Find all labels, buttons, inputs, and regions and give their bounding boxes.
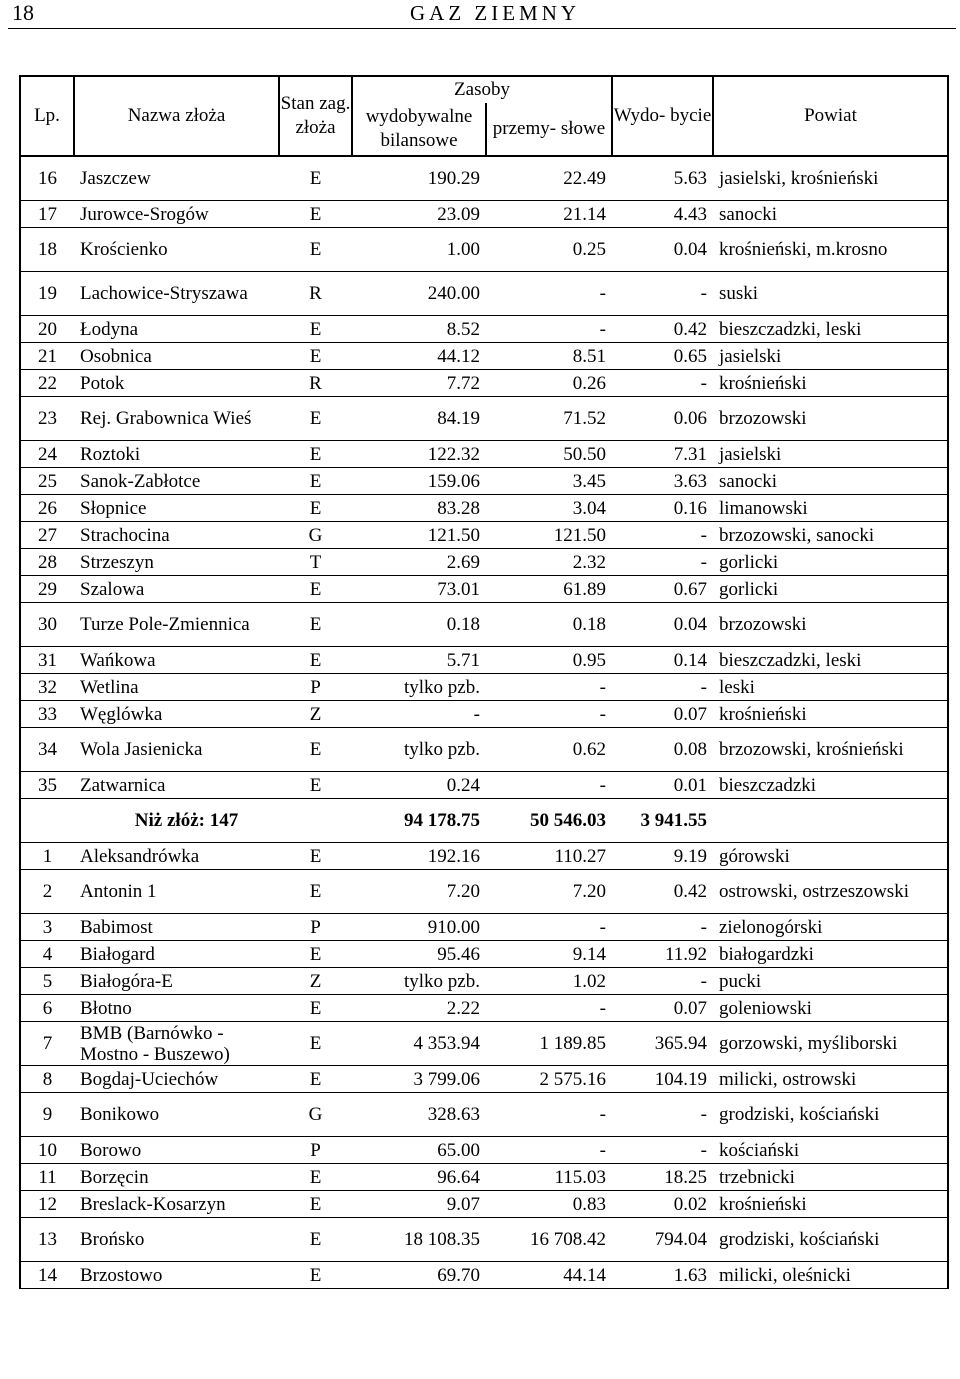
cell-wydobywalne: 192.16 bbox=[352, 843, 486, 870]
cell-stan: E bbox=[279, 843, 352, 870]
cell-stan: E bbox=[279, 201, 352, 228]
table-row bbox=[20, 1022, 948, 1066]
cell-wydobycie: 0.65 bbox=[612, 343, 713, 370]
cell-powiat: brzozowski, sanocki bbox=[713, 522, 948, 549]
cell-przemyslowe: 0.25 bbox=[486, 228, 612, 272]
cell-wydobycie: - bbox=[612, 968, 713, 995]
cell-lp: 25 bbox=[20, 468, 74, 495]
table-row bbox=[20, 941, 948, 968]
table-row bbox=[20, 914, 948, 941]
cell-nazwa: Wola Jasienicka bbox=[74, 728, 279, 772]
cell-wydobycie: - bbox=[612, 1137, 713, 1164]
page-header bbox=[0, 0, 960, 30]
cell-lp: 34 bbox=[20, 728, 74, 772]
table-row bbox=[20, 674, 948, 701]
cell-wydobycie: 0.07 bbox=[612, 701, 713, 728]
cell-przemyslowe: 7.20 bbox=[486, 870, 612, 914]
table-row bbox=[20, 1137, 948, 1164]
cell-wydobycie: 0.08 bbox=[612, 728, 713, 772]
cell-przemyslowe: 50.50 bbox=[486, 441, 612, 468]
cell-stan: E bbox=[279, 870, 352, 914]
cell-lp: 26 bbox=[20, 495, 74, 522]
cell-stan: E bbox=[279, 772, 352, 799]
cell-stan: E bbox=[279, 1066, 352, 1093]
cell-stan: E bbox=[279, 441, 352, 468]
cell-wydobywalne: 2.22 bbox=[352, 995, 486, 1022]
cell-powiat: gorlicki bbox=[713, 549, 948, 576]
cell-przemyslowe: - bbox=[486, 701, 612, 728]
cell-wydobycie: - bbox=[612, 674, 713, 701]
cell-wydobywalne: 96.64 bbox=[352, 1164, 486, 1191]
cell-stan: E bbox=[279, 397, 352, 441]
cell-wydobycie: 11.92 bbox=[612, 941, 713, 968]
header-nazwa: Nazwa złoża bbox=[74, 76, 279, 156]
cell-przemyslowe: 0.95 bbox=[486, 647, 612, 674]
cell-stan: E bbox=[279, 228, 352, 272]
cell-wydobywalne: tylko pzb. bbox=[352, 728, 486, 772]
cell-nazwa: Strachocina bbox=[74, 522, 279, 549]
summary-wydobywalne: 94 178.75 bbox=[352, 799, 486, 843]
cell-przemyslowe: 8.51 bbox=[486, 343, 612, 370]
table-body bbox=[20, 156, 948, 1289]
cell-lp: 27 bbox=[20, 522, 74, 549]
header-wydobywalne: wydobywalne bilansowe bbox=[352, 103, 486, 156]
table-row bbox=[20, 316, 948, 343]
page-number: 18 bbox=[12, 0, 34, 25]
cell-powiat: milicki, oleśnicki bbox=[713, 1262, 948, 1289]
cell-nazwa: Jaszczew bbox=[74, 156, 279, 201]
cell-nazwa: Potok bbox=[74, 370, 279, 397]
cell-przemyslowe: - bbox=[486, 316, 612, 343]
cell-nazwa: Lachowice-Stryszawa bbox=[74, 272, 279, 316]
cell-powiat: jasielski bbox=[713, 343, 948, 370]
cell-wydobycie: - bbox=[612, 370, 713, 397]
cell-nazwa: Wańkowa bbox=[74, 647, 279, 674]
cell-przemyslowe: 16 708.42 bbox=[486, 1218, 612, 1262]
cell-lp: 11 bbox=[20, 1164, 74, 1191]
cell-nazwa: Osobnica bbox=[74, 343, 279, 370]
cell-nazwa: Antonin 1 bbox=[74, 870, 279, 914]
cell-wydobywalne: 8.52 bbox=[352, 316, 486, 343]
table-row bbox=[20, 576, 948, 603]
cell-stan: P bbox=[279, 674, 352, 701]
cell-lp: 14 bbox=[20, 1262, 74, 1289]
cell-powiat: milicki, ostrowski bbox=[713, 1066, 948, 1093]
cell-wydobywalne: 18 108.35 bbox=[352, 1218, 486, 1262]
cell-wydobycie: 1.63 bbox=[612, 1262, 713, 1289]
cell-przemyslowe: 1 189.85 bbox=[486, 1022, 612, 1066]
cell-wydobywalne: 84.19 bbox=[352, 397, 486, 441]
cell-nazwa: Błotno bbox=[74, 995, 279, 1022]
table-row bbox=[20, 870, 948, 914]
cell-stan: E bbox=[279, 728, 352, 772]
cell-wydobywalne: 69.70 bbox=[352, 1262, 486, 1289]
cell-powiat: białogardzki bbox=[713, 941, 948, 968]
cell-wydobycie: 4.43 bbox=[612, 201, 713, 228]
cell-wydobywalne: 0.24 bbox=[352, 772, 486, 799]
cell-wydobywalne: tylko pzb. bbox=[352, 674, 486, 701]
cell-wydobywalne: 4 353.94 bbox=[352, 1022, 486, 1066]
cell-wydobywalne: 73.01 bbox=[352, 576, 486, 603]
cell-stan: E bbox=[279, 343, 352, 370]
cell-przemyslowe: - bbox=[486, 772, 612, 799]
table-row bbox=[20, 843, 948, 870]
cell-lp: 29 bbox=[20, 576, 74, 603]
table-row bbox=[20, 772, 948, 799]
cell-powiat: goleniowski bbox=[713, 995, 948, 1022]
cell-wydobywalne: 9.07 bbox=[352, 1191, 486, 1218]
table-row bbox=[20, 701, 948, 728]
cell-wydobycie: 0.16 bbox=[612, 495, 713, 522]
header-stan: Stan zag. złoża bbox=[279, 76, 352, 156]
cell-przemyslowe: 110.27 bbox=[486, 843, 612, 870]
cell-stan: P bbox=[279, 914, 352, 941]
summary-przemyslowe: 50 546.03 bbox=[486, 799, 612, 843]
cell-wydobywalne: 1.00 bbox=[352, 228, 486, 272]
cell-stan: E bbox=[279, 316, 352, 343]
cell-nazwa: Zatwarnica bbox=[74, 772, 279, 799]
cell-nazwa: Łodyna bbox=[74, 316, 279, 343]
cell-lp: 30 bbox=[20, 603, 74, 647]
cell-wydobycie: 0.07 bbox=[612, 995, 713, 1022]
cell-powiat: ostrowski, ostrzeszowski bbox=[713, 870, 948, 914]
table-row bbox=[20, 228, 948, 272]
table-row bbox=[20, 1262, 948, 1289]
cell-przemyslowe: 2 575.16 bbox=[486, 1066, 612, 1093]
summary-label: Niż złóż: 147 bbox=[20, 799, 352, 843]
cell-powiat: brzozowski, krośnieński bbox=[713, 728, 948, 772]
cell-przemyslowe: - bbox=[486, 914, 612, 941]
cell-nazwa: Bogdaj-Uciechów bbox=[74, 1066, 279, 1093]
table-row bbox=[20, 995, 948, 1022]
summary-wydobycie: 3 941.55 bbox=[612, 799, 713, 843]
cell-nazwa: BMB (Barnówko - Mostno - Buszewo) bbox=[74, 1022, 279, 1066]
cell-wydobywalne: 328.63 bbox=[352, 1093, 486, 1137]
cell-wydobywalne: 240.00 bbox=[352, 272, 486, 316]
cell-wydobycie: 0.42 bbox=[612, 870, 713, 914]
cell-przemyslowe: - bbox=[486, 1093, 612, 1137]
table-row bbox=[20, 603, 948, 647]
cell-wydobycie: 9.19 bbox=[612, 843, 713, 870]
table-row bbox=[20, 156, 948, 201]
cell-przemyslowe: 3.04 bbox=[486, 495, 612, 522]
cell-wydobywalne: 83.28 bbox=[352, 495, 486, 522]
cell-powiat: suski bbox=[713, 272, 948, 316]
cell-wydobywalne: 122.32 bbox=[352, 441, 486, 468]
cell-wydobywalne: 3 799.06 bbox=[352, 1066, 486, 1093]
cell-lp: 28 bbox=[20, 549, 74, 576]
cell-nazwa: Turze Pole-Zmiennica bbox=[74, 603, 279, 647]
cell-stan: E bbox=[279, 1218, 352, 1262]
cell-przemyslowe: 2.32 bbox=[486, 549, 612, 576]
cell-wydobycie: 7.31 bbox=[612, 441, 713, 468]
table-row bbox=[20, 397, 948, 441]
cell-wydobycie: - bbox=[612, 549, 713, 576]
table-row bbox=[20, 549, 948, 576]
cell-powiat: jasielski, krośnieński bbox=[713, 156, 948, 201]
cell-lp: 1 bbox=[20, 843, 74, 870]
cell-wydobywalne: 5.71 bbox=[352, 647, 486, 674]
cell-przemyslowe: 21.14 bbox=[486, 201, 612, 228]
cell-lp: 10 bbox=[20, 1137, 74, 1164]
cell-lp: 18 bbox=[20, 228, 74, 272]
cell-nazwa: Jurowce-Srogów bbox=[74, 201, 279, 228]
cell-wydobycie: 5.63 bbox=[612, 156, 713, 201]
cell-wydobywalne: 910.00 bbox=[352, 914, 486, 941]
cell-lp: 33 bbox=[20, 701, 74, 728]
cell-lp: 5 bbox=[20, 968, 74, 995]
cell-powiat: krośnieński bbox=[713, 1191, 948, 1218]
cell-nazwa: Węglówka bbox=[74, 701, 279, 728]
cell-wydobycie: - bbox=[612, 522, 713, 549]
table-row bbox=[20, 1191, 948, 1218]
table-row bbox=[20, 522, 948, 549]
cell-wydobywalne: 23.09 bbox=[352, 201, 486, 228]
cell-powiat: bieszczadzki bbox=[713, 772, 948, 799]
cell-powiat: leski bbox=[713, 674, 948, 701]
cell-lp: 23 bbox=[20, 397, 74, 441]
cell-wydobycie: 794.04 bbox=[612, 1218, 713, 1262]
cell-lp: 16 bbox=[20, 156, 74, 201]
cell-nazwa: Wetlina bbox=[74, 674, 279, 701]
deposits-table bbox=[19, 75, 949, 1289]
header-przemyslowe: przemy- słowe bbox=[486, 103, 612, 156]
table-row bbox=[20, 343, 948, 370]
cell-przemyslowe: 61.89 bbox=[486, 576, 612, 603]
cell-lp: 21 bbox=[20, 343, 74, 370]
cell-wydobywalne: 121.50 bbox=[352, 522, 486, 549]
cell-nazwa: Breslack-Kosarzyn bbox=[74, 1191, 279, 1218]
cell-wydobywalne: 190.29 bbox=[352, 156, 486, 201]
cell-wydobycie: 0.06 bbox=[612, 397, 713, 441]
cell-stan: R bbox=[279, 272, 352, 316]
header-powiat: Powiat bbox=[713, 76, 948, 156]
table-row bbox=[20, 1164, 948, 1191]
cell-powiat: górowski bbox=[713, 843, 948, 870]
cell-lp: 13 bbox=[20, 1218, 74, 1262]
running-title: GAZ ZIEMNY bbox=[410, 1, 581, 25]
cell-stan: E bbox=[279, 603, 352, 647]
cell-powiat: sanocki bbox=[713, 468, 948, 495]
cell-powiat: trzebnicki bbox=[713, 1164, 948, 1191]
cell-stan: E bbox=[279, 495, 352, 522]
cell-lp: 7 bbox=[20, 1022, 74, 1066]
cell-wydobycie: 3.63 bbox=[612, 468, 713, 495]
cell-wydobycie: 104.19 bbox=[612, 1066, 713, 1093]
cell-nazwa: Sanok-Zabłotce bbox=[74, 468, 279, 495]
cell-przemyslowe: 71.52 bbox=[486, 397, 612, 441]
cell-przemyslowe: 0.26 bbox=[486, 370, 612, 397]
cell-przemyslowe: 9.14 bbox=[486, 941, 612, 968]
cell-nazwa: Brońsko bbox=[74, 1218, 279, 1262]
table-row bbox=[20, 1066, 948, 1093]
cell-lp: 4 bbox=[20, 941, 74, 968]
cell-stan: G bbox=[279, 522, 352, 549]
cell-lp: 20 bbox=[20, 316, 74, 343]
cell-nazwa: Krościenko bbox=[74, 228, 279, 272]
cell-wydobywalne: 65.00 bbox=[352, 1137, 486, 1164]
cell-nazwa: Babimost bbox=[74, 914, 279, 941]
cell-wydobywalne: tylko pzb. bbox=[352, 968, 486, 995]
header-rule bbox=[8, 28, 956, 29]
cell-nazwa: Strzeszyn bbox=[74, 549, 279, 576]
cell-przemyslowe: - bbox=[486, 674, 612, 701]
cell-lp: 22 bbox=[20, 370, 74, 397]
cell-przemyslowe: 1.02 bbox=[486, 968, 612, 995]
cell-wydobycie: 365.94 bbox=[612, 1022, 713, 1066]
cell-lp: 19 bbox=[20, 272, 74, 316]
cell-przemyslowe: 121.50 bbox=[486, 522, 612, 549]
table-row bbox=[20, 468, 948, 495]
cell-stan: E bbox=[279, 647, 352, 674]
cell-lp: 3 bbox=[20, 914, 74, 941]
header-wydobycie: Wydo- bycie bbox=[612, 76, 713, 156]
cell-stan: E bbox=[279, 941, 352, 968]
cell-nazwa: Białogóra-E bbox=[74, 968, 279, 995]
cell-lp: 8 bbox=[20, 1066, 74, 1093]
cell-nazwa: Bonikowo bbox=[74, 1093, 279, 1137]
cell-przemyslowe: 22.49 bbox=[486, 156, 612, 201]
cell-wydobywalne: 2.69 bbox=[352, 549, 486, 576]
cell-stan: Z bbox=[279, 701, 352, 728]
cell-powiat: krośnieński, m.krosno bbox=[713, 228, 948, 272]
cell-nazwa: Szalowa bbox=[74, 576, 279, 603]
cell-powiat: zielonogórski bbox=[713, 914, 948, 941]
cell-wydobycie: - bbox=[612, 272, 713, 316]
cell-stan: Z bbox=[279, 968, 352, 995]
cell-powiat: bieszczadzki, leski bbox=[713, 316, 948, 343]
cell-lp: 9 bbox=[20, 1093, 74, 1137]
cell-nazwa: Roztoki bbox=[74, 441, 279, 468]
cell-stan: E bbox=[279, 1262, 352, 1289]
cell-przemyslowe: - bbox=[486, 272, 612, 316]
cell-powiat: krośnieński bbox=[713, 370, 948, 397]
cell-stan: E bbox=[279, 156, 352, 201]
cell-lp: 2 bbox=[20, 870, 74, 914]
cell-powiat: bieszczadzki, leski bbox=[713, 647, 948, 674]
cell-wydobywalne: 7.72 bbox=[352, 370, 486, 397]
cell-lp: 12 bbox=[20, 1191, 74, 1218]
table-row bbox=[20, 201, 948, 228]
cell-powiat: grodziski, kościański bbox=[713, 1093, 948, 1137]
table-row bbox=[20, 728, 948, 772]
cell-wydobycie: 0.02 bbox=[612, 1191, 713, 1218]
cell-przemyslowe: 115.03 bbox=[486, 1164, 612, 1191]
cell-powiat: grodziski, kościański bbox=[713, 1218, 948, 1262]
cell-przemyslowe: 0.18 bbox=[486, 603, 612, 647]
header-zasoby: Zasoby bbox=[352, 76, 612, 103]
cell-stan: E bbox=[279, 576, 352, 603]
cell-nazwa: Rej. Grabownica Wieś bbox=[74, 397, 279, 441]
cell-wydobycie: 0.14 bbox=[612, 647, 713, 674]
cell-wydobycie: - bbox=[612, 1093, 713, 1137]
cell-nazwa: Białogard bbox=[74, 941, 279, 968]
cell-powiat: brzozowski bbox=[713, 603, 948, 647]
table-row bbox=[20, 272, 948, 316]
cell-powiat: brzozowski bbox=[713, 397, 948, 441]
table-row bbox=[20, 1093, 948, 1137]
cell-wydobycie: 18.25 bbox=[612, 1164, 713, 1191]
cell-wydobywalne: - bbox=[352, 701, 486, 728]
cell-stan: G bbox=[279, 1093, 352, 1137]
cell-przemyslowe: 44.14 bbox=[486, 1262, 612, 1289]
cell-wydobywalne: 44.12 bbox=[352, 343, 486, 370]
cell-nazwa: Słopnice bbox=[74, 495, 279, 522]
cell-lp: 24 bbox=[20, 441, 74, 468]
cell-przemyslowe: - bbox=[486, 995, 612, 1022]
cell-powiat: gorzowski, myśliborski bbox=[713, 1022, 948, 1066]
table-row bbox=[20, 495, 948, 522]
cell-stan: P bbox=[279, 1137, 352, 1164]
cell-nazwa: Borowo bbox=[74, 1137, 279, 1164]
table-row bbox=[20, 370, 948, 397]
cell-wydobywalne: 0.18 bbox=[352, 603, 486, 647]
cell-nazwa: Aleksandrówka bbox=[74, 843, 279, 870]
table-row bbox=[20, 441, 948, 468]
cell-lp: 6 bbox=[20, 995, 74, 1022]
cell-stan: E bbox=[279, 995, 352, 1022]
table-row bbox=[20, 647, 948, 674]
cell-przemyslowe: - bbox=[486, 1137, 612, 1164]
table-row bbox=[20, 1218, 948, 1262]
cell-powiat: sanocki bbox=[713, 201, 948, 228]
cell-stan: E bbox=[279, 1191, 352, 1218]
cell-przemyslowe: 0.83 bbox=[486, 1191, 612, 1218]
cell-stan: E bbox=[279, 1164, 352, 1191]
cell-lp: 35 bbox=[20, 772, 74, 799]
cell-lp: 17 bbox=[20, 201, 74, 228]
cell-powiat: gorlicki bbox=[713, 576, 948, 603]
cell-stan: R bbox=[279, 370, 352, 397]
cell-przemyslowe: 3.45 bbox=[486, 468, 612, 495]
header-lp: Lp. bbox=[20, 76, 74, 156]
cell-powiat: pucki bbox=[713, 968, 948, 995]
cell-wydobycie: 0.42 bbox=[612, 316, 713, 343]
cell-wydobycie: 0.01 bbox=[612, 772, 713, 799]
cell-wydobywalne: 7.20 bbox=[352, 870, 486, 914]
summary-powiat bbox=[713, 799, 948, 843]
cell-stan: E bbox=[279, 468, 352, 495]
cell-powiat: jasielski bbox=[713, 441, 948, 468]
cell-nazwa: Brzostowo bbox=[74, 1262, 279, 1289]
cell-wydobycie: 0.67 bbox=[612, 576, 713, 603]
table-row bbox=[20, 968, 948, 995]
cell-nazwa: Borzęcin bbox=[74, 1164, 279, 1191]
cell-wydobywalne: 159.06 bbox=[352, 468, 486, 495]
cell-stan: E bbox=[279, 1022, 352, 1066]
cell-przemyslowe: 0.62 bbox=[486, 728, 612, 772]
cell-lp: 31 bbox=[20, 647, 74, 674]
cell-powiat: kościański bbox=[713, 1137, 948, 1164]
cell-wydobycie: 0.04 bbox=[612, 603, 713, 647]
summary-row bbox=[20, 799, 948, 843]
cell-lp: 32 bbox=[20, 674, 74, 701]
cell-stan: T bbox=[279, 549, 352, 576]
cell-powiat: krośnieński bbox=[713, 701, 948, 728]
cell-wydobycie: 0.04 bbox=[612, 228, 713, 272]
cell-wydobywalne: 95.46 bbox=[352, 941, 486, 968]
cell-powiat: limanowski bbox=[713, 495, 948, 522]
cell-wydobycie: - bbox=[612, 914, 713, 941]
